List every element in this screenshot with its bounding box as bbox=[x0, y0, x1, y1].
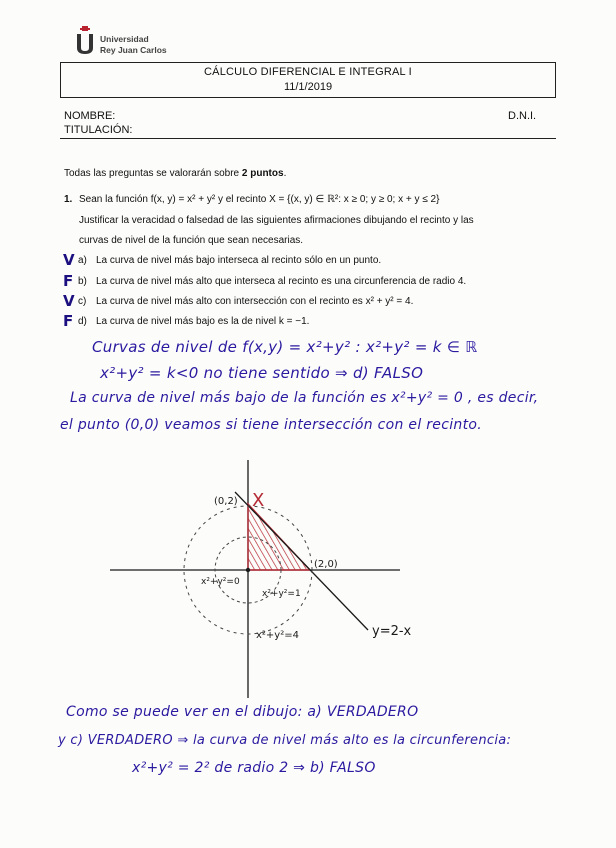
option-b-mark: F bbox=[63, 272, 74, 290]
label-region-x: X bbox=[252, 490, 265, 511]
option-c-mark: V bbox=[63, 292, 75, 310]
option-d-mark: F bbox=[63, 312, 74, 330]
course-title: CÁLCULO DIFERENCIAL E INTEGRAL I bbox=[204, 66, 412, 78]
handwriting-line3: La curva de nivel más bajo de la función es x²+y² = 0 , es decir, bbox=[70, 390, 539, 406]
option-a-text: La curva de nivel más bajo interseca al recinto sólo en un punto. bbox=[96, 255, 382, 266]
handwriting-line1: Curvas de nivel de f(x,y) = x²+y² : x²+y² = k ∈ ℝ bbox=[92, 338, 478, 356]
handwriting-line4: el punto (0,0) veamos si tiene intersección con el recinto. bbox=[60, 417, 482, 433]
label-level-0: x²+y²=0 bbox=[201, 577, 240, 587]
handwriting-line7: x²+y² = 2² de radio 2 ⇒ b) FALSO bbox=[132, 760, 376, 776]
question-statement-line1: Sean la función f(x, y) = x² + y² y el recinto X = {(x, y) ∈ ℝ²: x ≥ 0; y ≥ 0; x + y ≤ 2} bbox=[79, 194, 440, 205]
label-point-2-0: (2,0) bbox=[314, 559, 338, 570]
titulacion-label: TITULACIÓN: bbox=[64, 124, 133, 136]
header-divider bbox=[60, 138, 556, 139]
intro-text-after: . bbox=[283, 168, 287, 179]
option-c-text: La curva de nivel más alto con intersección con el recinto es x² + y² = 4. bbox=[96, 296, 414, 307]
exam-date: 11/1/2019 bbox=[283, 81, 333, 93]
university-name-line2: Rey Juan Carlos bbox=[100, 45, 167, 55]
option-a-label: a) bbox=[78, 255, 87, 266]
university-name-line1: Universidad bbox=[100, 34, 149, 44]
intro-points: 2 puntos bbox=[241, 168, 284, 179]
option-b-text: La curva de nivel más alto que interseca al recinto es una circunferencia de radio 4. bbox=[96, 276, 467, 287]
origin-point bbox=[246, 568, 250, 572]
nombre-label: NOMBRE: bbox=[64, 110, 116, 122]
handwriting-line6: y c) VERDADERO ⇒ la curva de nivel más alto es la circunferencia: bbox=[58, 733, 512, 748]
option-c-label: c) bbox=[78, 296, 87, 307]
label-point-0-2: (0,2) bbox=[214, 496, 238, 507]
option-a-mark: V bbox=[63, 251, 75, 269]
university-logo-icon bbox=[74, 26, 96, 56]
option-b-label: b) bbox=[78, 276, 87, 287]
label-level-4: x²+y²=4 bbox=[256, 630, 299, 641]
question-statement-line3: curvas de nivel de la función que sean necesarias. bbox=[79, 235, 304, 246]
dni-label: D.N.I. bbox=[508, 110, 537, 122]
option-d-label: d) bbox=[78, 316, 87, 327]
label-level-1: x²+y²=1 bbox=[262, 589, 301, 599]
handwriting-line2: x²+y² = k<0 no tiene sentido ⇒ d) FALSO bbox=[100, 364, 424, 382]
label-line-equation: y=2-x bbox=[372, 624, 412, 639]
level-curves-sketch bbox=[110, 460, 580, 710]
handwriting-line5: Como se puede ver en el dibujo: a) VERDADERO bbox=[66, 704, 419, 720]
question-number: 1. bbox=[64, 194, 73, 205]
intro-text bbox=[64, 168, 286, 179]
option-d-text: La curva de nivel más bajo es la de nivel k = −1. bbox=[96, 316, 310, 327]
question-statement-line2: Justificar la veracidad o falsedad de las siguientes afirmaciones dibujando el recinto y las bbox=[79, 215, 474, 226]
intro-text-before: Todas las preguntas se valorarán sobre bbox=[64, 168, 242, 179]
